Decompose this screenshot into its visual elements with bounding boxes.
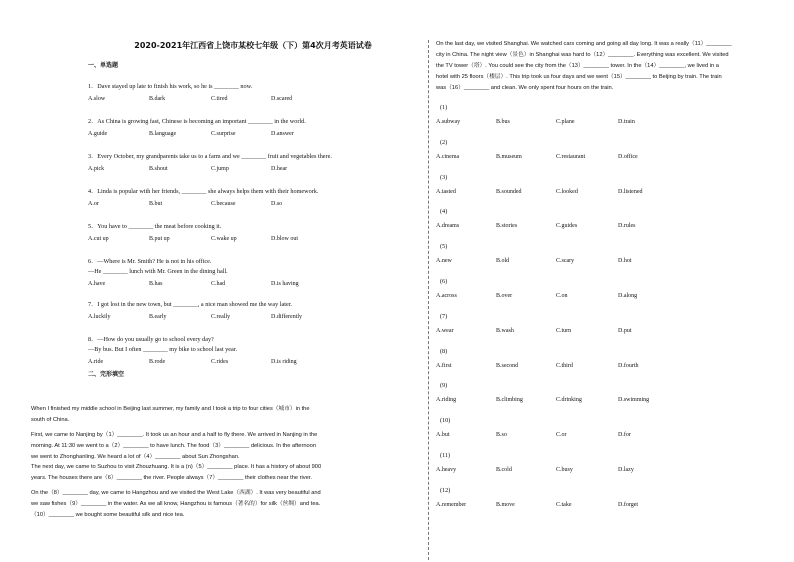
- answer-option[interactable]: A.across: [436, 293, 457, 299]
- answer-option[interactable]: D.listened: [618, 188, 643, 195]
- answer-option[interactable]: C.plane: [556, 119, 575, 125]
- answer-option[interactable]: A.but: [436, 432, 450, 439]
- answer-option[interactable]: B.museum: [496, 153, 522, 160]
- answer-option[interactable]: A.pick: [88, 166, 105, 172]
- answer-option[interactable]: C.surprise: [211, 131, 236, 137]
- section-single-choice-heading: 一、单选题: [88, 62, 119, 69]
- answer-option[interactable]: D.blow out: [271, 236, 298, 242]
- cloze-number: (6): [440, 278, 448, 285]
- answer-option[interactable]: B.over: [496, 293, 513, 299]
- question-stem: —He ________ lunch with Mr. Green in the dining hall.: [88, 268, 228, 275]
- answer-option[interactable]: B.put up: [149, 236, 170, 242]
- question-stem: 6．—Where is Mr. Smith? He is not in his office.: [88, 258, 212, 265]
- answer-option[interactable]: B.old: [496, 258, 510, 265]
- answer-option[interactable]: A.dreams: [436, 223, 460, 230]
- answer-option[interactable]: C.on: [556, 293, 568, 299]
- question-stem: 3．Every October, my grandparents take us to a farm and we ________ fruit and vegetables there.: [88, 153, 332, 160]
- question-stem: 2．As China is growing fast, Chinese is becoming an important ________ in the world.: [88, 118, 306, 125]
- answer-option[interactable]: C.third: [556, 362, 573, 369]
- cloze-number: (11): [440, 452, 451, 459]
- passage-line: was（16）________ and clean. We only spent four hours on the train.: [436, 85, 614, 91]
- answer-option[interactable]: A.luckily: [88, 314, 111, 320]
- answer-option[interactable]: A.riding: [436, 397, 457, 404]
- answer-option[interactable]: B.cold: [496, 467, 512, 473]
- passage-line: city in China. The night view（景色）in Shanghai was hard to（12）________. Everything was excellent. We visited: [436, 52, 729, 58]
- passage-line: hotel with 25 floors（楼层）. This trip took us four days and we went（15）________ to Beijing by train. The train: [436, 74, 722, 80]
- answer-option[interactable]: D.forget: [618, 501, 639, 508]
- answer-option[interactable]: C.really: [211, 314, 231, 320]
- answer-option[interactable]: B.shout: [149, 166, 168, 172]
- cloze-number: (1): [440, 104, 448, 111]
- answer-option[interactable]: D.rules: [618, 223, 636, 230]
- cloze-number: (9): [440, 382, 448, 390]
- answer-option[interactable]: C.wake up: [211, 236, 237, 242]
- answer-option[interactable]: B.move: [496, 501, 515, 508]
- answer-option[interactable]: D.put: [618, 327, 632, 334]
- answer-option[interactable]: D.hot: [618, 258, 632, 265]
- cloze-number: (12): [440, 486, 451, 494]
- passage-line: morning. At 11:30 we went to a（2）________ to have lunch. The food（3）________ delicious. In the afternoon: [31, 443, 316, 449]
- answer-option[interactable]: A.remember: [436, 501, 467, 508]
- answer-option[interactable]: C.guides: [556, 223, 578, 230]
- answer-option[interactable]: C.or: [556, 432, 567, 439]
- answer-option[interactable]: D.office: [618, 153, 638, 160]
- answer-option[interactable]: A.wear: [436, 327, 454, 334]
- answer-option[interactable]: B.bus: [496, 119, 510, 125]
- answer-option[interactable]: B.language: [149, 131, 177, 137]
- passage-line: When I finished my middle school in Beijing last summer, my family and I took a trip to four cities（城市）in the: [31, 406, 310, 412]
- answer-option[interactable]: D.fourth: [618, 362, 639, 369]
- answer-option[interactable]: B.early: [149, 314, 167, 320]
- answer-option[interactable]: C.because: [211, 201, 236, 207]
- answer-option[interactable]: B.has: [149, 281, 163, 287]
- passage-line: （10）________ we bought some beautiful silk and nice tea.: [31, 512, 185, 518]
- answer-option[interactable]: B.sounded: [496, 188, 522, 195]
- passage-line: On the（8）________ day, we came to Hangzhou and we visited the West Lake（西湖）. It was very beautiful and: [31, 490, 321, 496]
- answer-option[interactable]: C.drinking: [556, 397, 582, 404]
- answer-option[interactable]: C.rides: [211, 359, 229, 365]
- cloze-number: (4): [440, 208, 448, 216]
- answer-option[interactable]: A.ride: [88, 359, 104, 365]
- answer-option[interactable]: B.second: [496, 362, 519, 369]
- answer-option[interactable]: A.cinema: [436, 153, 460, 160]
- answer-option[interactable]: D.for: [618, 432, 631, 439]
- answer-option[interactable]: A.new: [436, 258, 452, 265]
- answer-option[interactable]: A.subway: [436, 119, 461, 125]
- answer-option[interactable]: A.have: [88, 281, 106, 287]
- passage-line: The next day, we came to Suzhou to visit Zhouzhuang. It is a (n)（5）________ place. It has a history of about 900: [31, 464, 322, 470]
- answer-option[interactable]: D.lazy: [618, 467, 634, 473]
- answer-option[interactable]: C.jump: [211, 166, 229, 172]
- answer-option[interactable]: B.climbing: [496, 397, 523, 404]
- exam-title: 2020-2021年江西省上饶市某校七年级（下）第4次月考英语试卷: [134, 41, 372, 50]
- answer-option[interactable]: D.so: [271, 201, 283, 207]
- answer-option[interactable]: C.take: [556, 501, 572, 508]
- passage-line: years. The houses there are（6）________ the river. People always（7）________ their clothes near the river.: [31, 475, 312, 481]
- passage-line: we saw fishes（9）________ in the water. As we all know, Hangzhou is famous（著名的）for silk（丝绸）and tea.: [31, 501, 321, 507]
- passage-line: we went to Zhonghanling. We heard a lot of（4）________ about Sun Zhongshan.: [31, 454, 240, 460]
- answer-option[interactable]: D.is having: [271, 281, 299, 287]
- passage-line: On the last day, we visited Shanghai. We watched cars coming and going all day long. It was a really（11）________: [436, 41, 732, 47]
- column-divider: [428, 40, 429, 560]
- answer-option[interactable]: D.hear: [271, 166, 288, 172]
- answer-option[interactable]: C.restaurant: [556, 153, 586, 160]
- answer-option[interactable]: D.answer: [271, 131, 294, 137]
- cloze-number: (2): [440, 138, 448, 146]
- cloze-number: (7): [440, 312, 448, 320]
- answer-option[interactable]: B.rode: [149, 359, 166, 365]
- answer-option[interactable]: C.scary: [556, 258, 575, 265]
- question-stem: 1．Dave stayed up late to finish his work, so he is ________ now.: [88, 83, 253, 90]
- answer-option[interactable]: A.cut up: [88, 236, 109, 242]
- answer-option[interactable]: D.differently: [271, 314, 303, 320]
- answer-option[interactable]: D.is riding: [271, 359, 297, 365]
- cloze-number: (3): [440, 173, 448, 181]
- question-stem: 4．Linda is popular with her friends, ________ she always helps them with their homework.: [88, 188, 319, 195]
- answer-option[interactable]: A.tasted: [436, 188, 456, 195]
- answer-option[interactable]: B.stories: [496, 223, 518, 230]
- answer-option[interactable]: D.scared: [271, 96, 293, 102]
- answer-option[interactable]: B.dark: [149, 96, 166, 102]
- answer-option[interactable]: B.so: [496, 432, 507, 439]
- answer-option[interactable]: A.first: [436, 362, 452, 369]
- passage-line: First, we came to Nanjing by（1）________. It took us an hour and a half to fly there. We arrived in Nanjing in the: [31, 432, 318, 438]
- answer-option[interactable]: C.had: [211, 281, 226, 287]
- answer-option[interactable]: C.looked: [556, 188, 578, 195]
- passage-line: south of China.: [31, 417, 70, 423]
- answer-option[interactable]: C.turn: [556, 327, 572, 334]
- question-stem: 7．I got lost in the new town, but ________, a nice man showed me the way later.: [88, 301, 292, 308]
- cloze-number: (10): [440, 417, 451, 425]
- answer-option[interactable]: A.or: [88, 201, 99, 207]
- answer-option[interactable]: B.but: [149, 201, 163, 207]
- answer-option[interactable]: D.along: [618, 293, 638, 299]
- answer-option[interactable]: B.wash: [496, 327, 514, 334]
- answer-option[interactable]: A.heavy: [436, 467, 457, 473]
- cloze-number: (5): [440, 243, 448, 251]
- answer-option[interactable]: A.slow: [88, 96, 106, 102]
- passage-line: the TV tower（塔）. You could see the city from the（13）________ tower. In the（14）________, we lived in a: [436, 63, 719, 69]
- answer-option[interactable]: C.busy: [556, 467, 573, 473]
- answer-option[interactable]: D.swimming: [618, 397, 650, 404]
- question-stem: 8．—How do you usually go to school every day?: [88, 336, 214, 343]
- question-stem: 5．You have to ________ the meat before cooking it.: [88, 223, 222, 230]
- section-cloze-heading: 二、完形填空: [88, 371, 125, 378]
- answer-option[interactable]: D.train: [618, 119, 635, 125]
- answer-option[interactable]: A.guide: [88, 131, 108, 137]
- cloze-number: (8): [440, 347, 448, 355]
- question-stem: —By bus. But I often ________ my bike to school last year.: [88, 346, 238, 353]
- answer-option[interactable]: C.tired: [211, 96, 228, 102]
